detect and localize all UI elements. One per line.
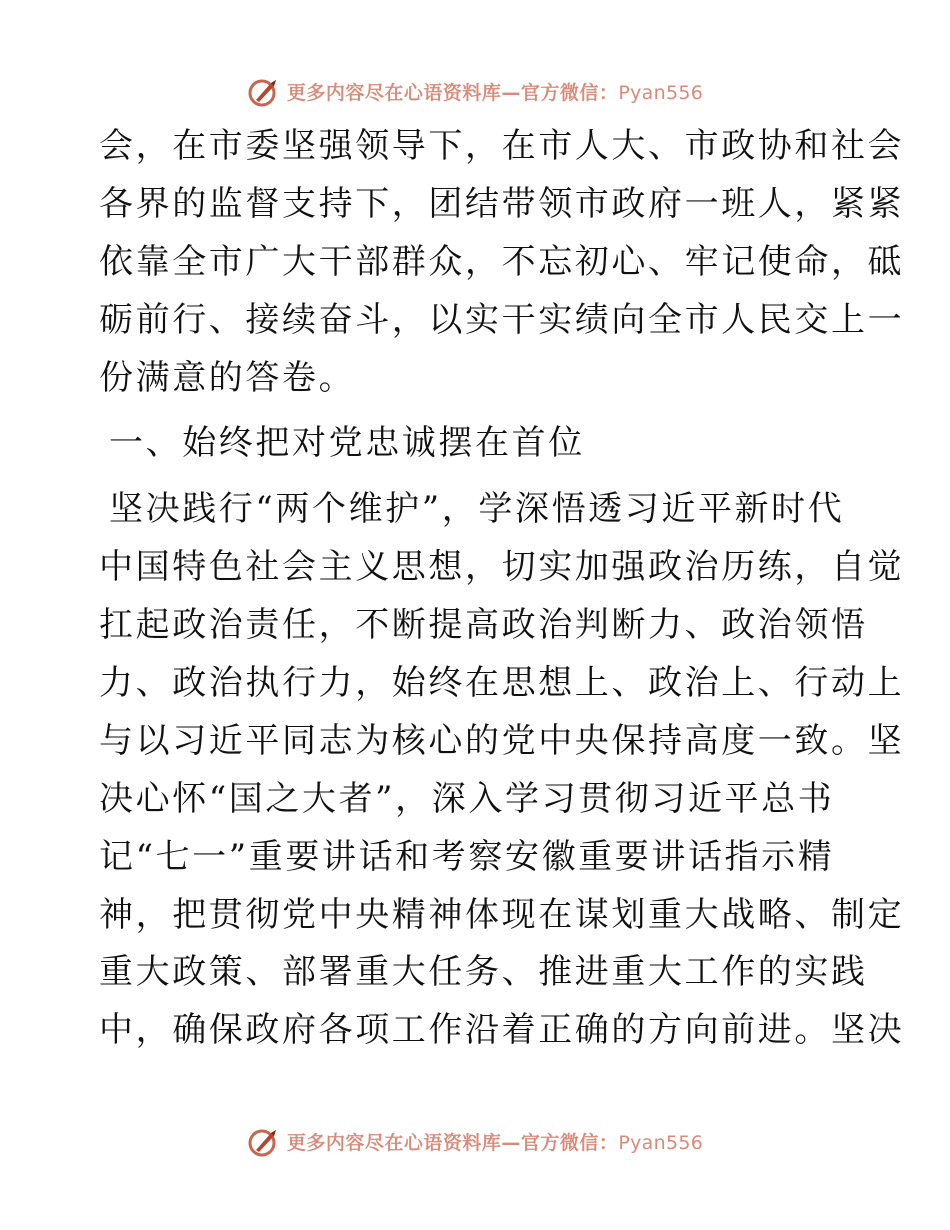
text-line: 中，确保政府各项工作沿着正确的方向前进。坚决 [99, 1010, 905, 1051]
section-heading: 一、始终把对党忠诚摆在首位 [109, 423, 585, 464]
pen-nib-icon [247, 74, 281, 108]
header-watermark [0, 71, 950, 111]
watermark-text: 更多内容尽在心语资料库—官方微信：Pyan556 [286, 81, 704, 104]
text-line: 依靠全市广大干部群众，不忘初心、牢记使命，砥 [99, 241, 905, 282]
text-line: 份满意的答卷。 [99, 357, 356, 398]
text-line: 神，把贯彻党中央精神体现在谋划重大战略、制定 [99, 894, 905, 935]
text-line: 各界的监督支持下，团结带领市政府一班人，紧紧 [99, 183, 905, 224]
paragraph-continued [99, 118, 905, 407]
text-line: 坚决践行“两个维护”，学深悟透习近平新时代 [109, 489, 845, 530]
footer-watermark [0, 1121, 950, 1161]
text-line: 重大政策、部署重大任务、推进重大工作的实践 [99, 952, 868, 993]
text-line: 会，在市委坚强领导下，在市人大、市政协和社会 [99, 126, 905, 166]
paragraph-section-one [99, 481, 905, 1060]
text-line: 记“七一”重要讲话和考察安徽重要讲话指示精 [99, 836, 835, 877]
text-line: 中国特色社会主义思想，切实加强政治历练，自觉 [99, 547, 905, 588]
text-line: 力、政治执行力，始终在思想上、政治上、行动上 [99, 663, 905, 704]
watermark-text: 更多内容尽在心语资料库—官方微信：Pyan556 [286, 1131, 704, 1154]
text-line: 决心怀“国之大者”，深入学习贯彻习近平总书 [99, 778, 835, 819]
text-line: 砺前行、接续奋斗，以实干实绩向全市人民交上一 [99, 299, 905, 340]
text-line: 与以习近平同志为核心的党中央保持高度一致。坚 [99, 720, 905, 761]
document-body [99, 118, 905, 1060]
pen-nib-icon [247, 1124, 281, 1158]
text-line: 扛起政治责任，不断提高政治判断力、政治领悟 [99, 605, 868, 646]
